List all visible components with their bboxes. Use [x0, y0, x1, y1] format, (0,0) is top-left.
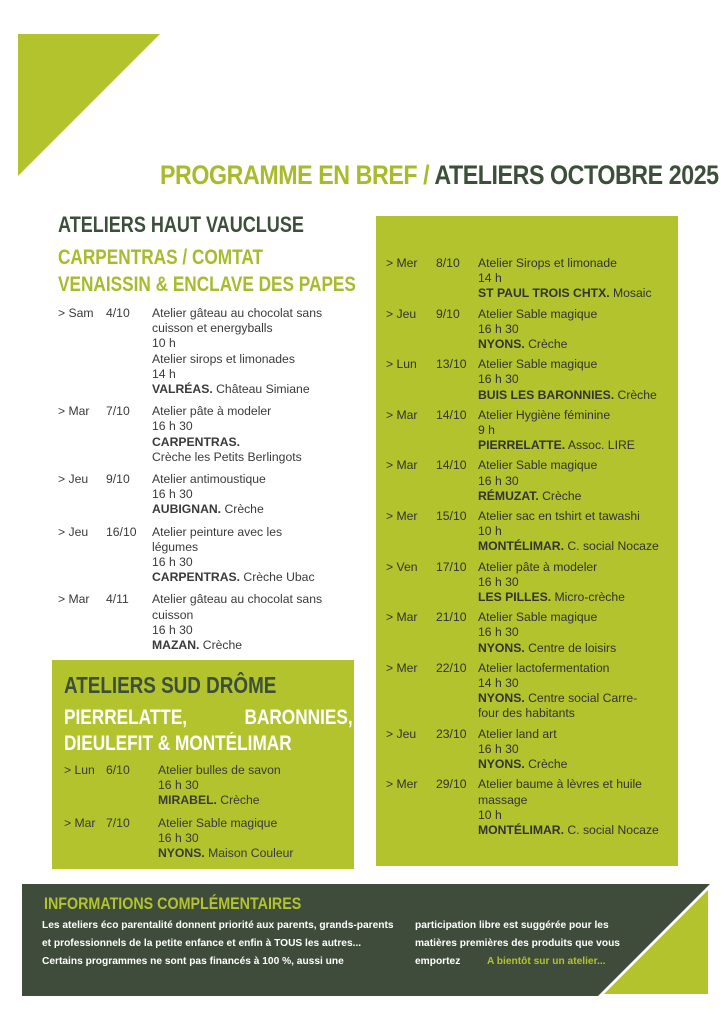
event-location — [478, 539, 676, 554]
event-line: Atelier bulles de savon — [158, 763, 281, 777]
event-venue: C. social Nocaze — [567, 822, 659, 837]
event-details — [152, 592, 358, 653]
event-location — [478, 823, 676, 838]
event-town: RÉMUZAT. — [478, 488, 539, 503]
event-details — [478, 610, 676, 656]
event-location — [478, 757, 676, 772]
event-town: NYONS. — [478, 757, 525, 772]
event-day: > Mar — [64, 815, 96, 830]
event-date: 14/10 — [436, 458, 467, 473]
event-location — [152, 502, 358, 517]
event-date: 7/10 — [106, 404, 130, 419]
event-location — [478, 438, 676, 453]
event-line: 10 h — [152, 336, 176, 351]
event-row — [386, 509, 676, 555]
event-town: MIRABEL. — [158, 793, 217, 808]
event-venue: Micro-crèche — [554, 590, 625, 605]
event-location — [478, 489, 676, 504]
event-line: 9 h — [478, 423, 495, 438]
event-line: 16 h 30 — [478, 372, 519, 387]
event-date: 9/10 — [436, 306, 460, 321]
event-location — [478, 337, 676, 352]
event-line: Atelier sirops et limonades — [152, 351, 295, 366]
event-venue: Crèche — [617, 387, 657, 402]
event-details — [158, 763, 354, 809]
event-row — [58, 525, 358, 586]
event-location — [158, 846, 354, 861]
vaucluse-subheading-2: VENAISSIN & ENCLAVE DES PAPES — [58, 273, 356, 296]
event-details — [152, 306, 358, 397]
vaucluse-event-list — [58, 306, 358, 653]
event-line: Atelier gâteau au chocolat sans — [152, 592, 323, 607]
event-venue: Crèche Ubac — [243, 570, 315, 585]
event-line: Atelier sac en tshirt et tawashi — [478, 509, 640, 524]
info-text-3: Certains programmes ne sont pas financés à 100 %, aussi une — [42, 956, 344, 967]
event-line: Atelier land art — [478, 726, 557, 741]
event-details — [478, 560, 676, 606]
event-town: NYONS. — [478, 691, 525, 706]
event-venue: Crèche — [528, 757, 568, 772]
event-venue: Crèche — [202, 638, 243, 653]
event-line: Atelier Sirops et limonade — [478, 256, 617, 270]
event-location — [152, 570, 358, 585]
event-line: Atelier Sable magique — [478, 458, 598, 473]
vaucluse-section — [58, 212, 358, 660]
event-date: 9/10 — [106, 472, 130, 487]
sud-subheading-2: DIEULEFIT & MONTÉLIMAR — [64, 732, 292, 755]
event-town: CARPENTRAS. — [152, 434, 241, 449]
event-day: > Lun — [386, 357, 417, 372]
event-details — [158, 816, 354, 862]
event-line: Atelier Sable magique — [158, 815, 278, 830]
event-row — [386, 458, 676, 504]
event-row — [386, 307, 676, 353]
event-line: 16 h 30 — [478, 574, 519, 589]
event-line: 16 h 30 — [478, 741, 519, 756]
event-venue: Centre social Carre- — [528, 691, 638, 706]
event-line: Atelier peinture avec les — [152, 524, 283, 539]
event-town: ST PAUL TROIS CHTX. — [478, 286, 610, 301]
event-row — [58, 404, 358, 465]
event-location — [478, 286, 676, 301]
event-town: MAZAN. — [152, 638, 200, 653]
event-row — [386, 727, 676, 773]
event-details — [478, 357, 676, 403]
event-day: > Mar — [386, 407, 418, 422]
event-location — [152, 382, 358, 397]
event-line: 16 h 30 — [478, 321, 519, 336]
event-row — [58, 306, 358, 397]
event-day: > Mar — [58, 592, 90, 607]
event-day: > Jeu — [58, 472, 89, 487]
event-row — [386, 777, 676, 838]
sud-subheading-1 — [64, 706, 353, 730]
event-venue: Crèche — [224, 502, 264, 517]
event-date: 16/10 — [106, 524, 137, 539]
event-line: 16 h 30 — [152, 622, 193, 637]
event-venue: Assoc. LIRE — [567, 438, 635, 453]
event-town: AUBIGNAN. — [152, 502, 222, 517]
event-town: MONTÉLIMAR. — [478, 822, 564, 837]
event-line: Atelier Sable magique — [478, 306, 598, 321]
event-line: 14 h — [152, 366, 176, 381]
event-line: Atelier gâteau au chocolat sans — [152, 306, 323, 320]
event-date: 13/10 — [436, 357, 467, 372]
event-line: 10 h — [478, 807, 502, 822]
event-venue-extra: Crèche les Petits Berlingots — [152, 449, 302, 464]
event-details — [152, 404, 358, 465]
event-line: 16 h 30 — [152, 419, 193, 434]
event-details — [478, 307, 676, 353]
event-day: > Mer — [386, 660, 418, 675]
event-details — [478, 777, 676, 838]
event-date: 23/10 — [436, 726, 467, 741]
event-town: NYONS. — [158, 846, 205, 861]
event-day: > Mar — [386, 458, 418, 473]
event-line: Atelier pâte à modeler — [478, 559, 598, 574]
event-details — [478, 727, 676, 773]
event-venue: Château Simiane — [216, 382, 310, 397]
event-location — [152, 638, 358, 653]
event-day: > Jeu — [386, 306, 417, 321]
event-details — [478, 509, 676, 555]
sud-heading: ATELIERS SUD DRÔME — [64, 672, 277, 698]
event-location — [152, 435, 358, 450]
title-part-2: ATELIERS OCTOBRE 2025 — [434, 160, 719, 190]
event-date: 15/10 — [436, 509, 467, 524]
event-row — [58, 472, 358, 518]
event-date: 14/10 — [436, 407, 467, 422]
event-line: 16 h 30 — [152, 555, 193, 570]
event-town: VALRÉAS. — [152, 382, 213, 397]
event-line: 10 h — [478, 524, 502, 539]
info-text-1: Les ateliers éco parentalité donnent priorité aux parents, grands-parents — [42, 920, 394, 931]
vaucluse-heading: ATELIERS HAUT VAUCLUSE — [58, 212, 304, 237]
event-line: cuisson et energyballs — [152, 321, 273, 336]
event-location — [478, 641, 676, 656]
event-row — [64, 816, 354, 862]
sud-event-list — [64, 763, 354, 868]
event-line: Atelier pâte à modeler — [152, 404, 272, 419]
event-day: > Lun — [64, 763, 95, 777]
event-row — [58, 592, 358, 653]
event-line: Atelier baume à lèvres et huile — [478, 777, 642, 792]
event-town: MONTÉLIMAR. — [478, 539, 564, 554]
event-date: 7/10 — [106, 815, 130, 830]
info-title: INFORMATIONS COMPLÉMENTAIRES — [44, 894, 302, 913]
event-town: PIERRELATTE. — [478, 438, 566, 453]
event-row — [386, 610, 676, 656]
event-location — [158, 793, 354, 808]
event-day: > Jeu — [58, 524, 89, 539]
event-line: Atelier Sable magique — [478, 357, 598, 372]
event-town: LES PILLES. — [478, 590, 552, 605]
event-details — [478, 408, 676, 454]
event-venue: Crèche — [220, 793, 260, 808]
event-venue: Mosaic — [612, 286, 652, 301]
event-venue: Crèche — [528, 337, 568, 352]
event-town: BUIS LES BARONNIES. — [478, 387, 615, 402]
event-day: > Mar — [58, 404, 90, 419]
event-town: NYONS. — [478, 640, 525, 655]
sud-place-pierrelatte: PIERRELATTE, — [64, 706, 188, 729]
event-date: 29/10 — [436, 777, 467, 792]
event-line: 14 h 30 — [478, 676, 519, 691]
event-location — [478, 590, 676, 605]
page-title — [160, 160, 719, 191]
event-day: > Mer — [386, 777, 418, 792]
event-line: Atelier Sable magique — [478, 610, 598, 625]
event-row — [64, 763, 354, 809]
event-line: Atelier lactofermentation — [478, 660, 610, 675]
event-location — [478, 388, 676, 403]
info-text-6: emportez — [415, 956, 461, 967]
info-text-2: et professionnels de la petite enfance et enfin à TOUS les autres... — [42, 938, 362, 949]
info-text-5: matières premières des produits que vous — [415, 938, 620, 949]
sud-drome-section — [52, 660, 354, 869]
event-line: 16 h 30 — [158, 830, 199, 845]
event-venue-extra: four des habitants — [478, 706, 575, 721]
event-day: > Mer — [386, 509, 418, 524]
event-details — [152, 525, 358, 586]
event-town: NYONS. — [478, 337, 525, 352]
event-venue: Crèche — [542, 488, 582, 503]
event-row — [386, 256, 676, 302]
event-day: > Mer — [386, 256, 418, 270]
event-line: Atelier Hygiène féminine — [478, 407, 611, 422]
event-day: > Jeu — [386, 726, 417, 741]
event-line: massage — [478, 792, 528, 807]
event-town: CARPENTRAS. — [152, 570, 241, 585]
event-details — [478, 458, 676, 504]
event-day: > Mar — [386, 610, 418, 625]
event-date: 21/10 — [436, 610, 467, 625]
event-date: 4/11 — [106, 592, 129, 607]
title-part-1: PROGRAMME EN BREF / — [160, 160, 435, 190]
sud-place-baronnies: BARONNIES, — [244, 706, 353, 729]
event-row — [386, 661, 676, 722]
event-line: 16 h 30 — [478, 473, 519, 488]
event-row — [386, 408, 676, 454]
corner-triangle-top-left — [18, 34, 160, 176]
event-row — [386, 560, 676, 606]
event-line: Atelier antimoustique — [152, 472, 266, 487]
event-details — [152, 472, 358, 518]
info-sign-off: A bientôt sur un atelier... — [487, 956, 606, 967]
event-line: 14 h — [478, 271, 502, 286]
event-location — [478, 691, 676, 706]
event-row — [386, 357, 676, 403]
event-line: cuisson — [152, 607, 194, 622]
event-details — [478, 661, 676, 722]
event-venue: Maison Couleur — [208, 846, 294, 861]
event-line: légumes — [152, 539, 199, 554]
right-panel — [376, 216, 678, 866]
event-line: 16 h 30 — [478, 625, 519, 640]
event-date: 17/10 — [436, 559, 467, 574]
right-event-list — [386, 256, 676, 843]
event-venue: Centre de loisirs — [528, 640, 617, 655]
corner-triangle-bottom-right — [604, 890, 708, 994]
event-date: 4/10 — [106, 306, 130, 320]
event-date: 6/10 — [106, 763, 130, 777]
info-text-4: participation libre est suggérée pour les — [415, 920, 609, 931]
event-details — [478, 256, 676, 302]
event-day: > Sam — [58, 306, 94, 320]
event-date: 8/10 — [436, 256, 460, 270]
event-day: > Ven — [386, 559, 418, 574]
event-date: 22/10 — [436, 660, 467, 675]
event-line: 16 h 30 — [152, 487, 193, 502]
event-venue: C. social Nocaze — [567, 539, 659, 554]
vaucluse-subheading-1: CARPENTRAS / COMTAT — [58, 246, 264, 269]
event-line: 16 h 30 — [158, 778, 199, 793]
